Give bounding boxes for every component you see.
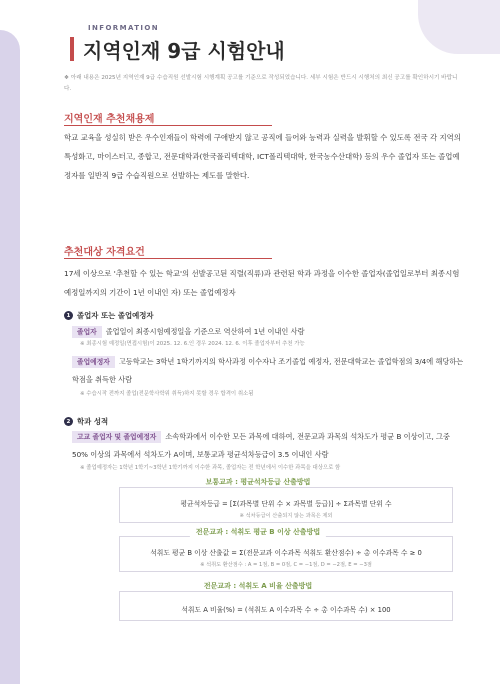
expected-graduate-text: 고등학교는 3학년 1학기까지의 학사과정 이수자나 조기졸업 예정자, 전문대학교는 졸업학점의 3/4에 해당하는 학점을 취득한 사람 [72,357,464,384]
numbered-heading-grades [64,416,108,427]
section-body-recommendation: 학교 교육을 성실히 받은 우수인재들이 학력에 구애받지 않고 공직에 들어와 능력과 실력을 발휘할 수 있도록 전국 각 지역의 특성화고, 마이스터고, 종합고, 전문대학과(한국폴리텍대학, ICT폴리텍대학, 한국농수산대학) 등의 우수 졸업자 또는 졸업예정자를 일반직 9급 수습직원으로 선발하는 제도를 말한다. [64,133,461,180]
section-heading-eligibility: 추천대상 자격요건 [64,247,145,258]
formula-box-a-ratio [119,591,453,621]
section-body-eligibility: 17세 이상으로 '추천할 수 있는 학교'의 선발공고된 직렬(직류)과 관련된 학과 과정을 이수한 졸업자(졸업일로부터 최종시험 예정일까지의 기간이 1년 이내인 자) 또는 졸업예정자 [64,269,460,297]
formula-main: 석취도 A 비율(%) = (석취도 A 이수과목 수 ÷ 총 이수과목 수) × 100 [181,606,391,614]
grades-text: 소속학과에서 이수한 모든 과목에 대하여, 전문교과 과목의 석차도가 평균 B 이상이고, 그중 50% 이상의 과목에서 석차도가 A이며, 보통교과 평균석차등급이 3.5 이내인 사람 [72,432,450,459]
grades-line [72,428,464,464]
section-divider [64,125,272,126]
side-decoration-bar [0,30,20,684]
formula-box-achievement-average [119,536,453,572]
numbered-heading-graduate [64,310,154,321]
expected-graduate-note: ※ 수습시작 전까지 졸업(전문학사학위 취득)하지 못할 경우 합격이 취소됨 [80,391,254,397]
page-title: 지역인재 9급 시험안내 [83,39,285,63]
section-divider [64,258,272,259]
formula-label: 보통교과 : 평균석차등급 산출방법 [200,477,317,487]
tag-graduate: 졸업자 [72,326,102,338]
tag-expected-graduate: 졸업예정자 [72,356,115,368]
section-heading-recommendation: 지역인재 추천채용제 [64,114,155,125]
notice-text: ❖ 아래 내용은 2025년 지역인재 9급 수습직원 선발시험 시행계획 공고를 기준으로 작성되었습니다. 세부 시험은 반드시 시행처의 최신 공고를 확인하시기 바랍니다. [64,75,458,92]
expected-graduate-line [72,353,464,389]
formula-main: 평균석차등급 = [Σ(과목별 단위 수 × 과목별 등급)] ÷ Σ과목별 단위 수 [180,500,392,508]
grades-note: ※ 졸업예정자는 1학년 1학기~3학년 1학기까지 이수한 과목, 졸업자는 전 학년에서 이수한 과목을 대상으로 함 [80,465,341,471]
title-accent-mark [70,37,74,61]
graduate-text: 졸업일이 최종시험예정일을 기준으로 역산하여 1년 이내인 사람 [105,327,305,336]
formula-box-average-grade [119,487,453,523]
graduate-note: ※ 최종시험 예정일(면접시험)이 2025. 12. 6.인 경우 2024. 12. 6. 이후 졸업자부터 추천 가능 [80,341,305,347]
section-kicker: INFORMATION [88,24,160,32]
formula-label: 전문교과 : 석취도 평균 B 이상 산출방법 [190,527,326,537]
corner-decoration [418,0,500,54]
formula-main: 석취도 평균 B 이상 산출값 = Σ(전문교과 이수과목 석취도 환산점수) ÷ 총 이수과목 수 ≥ 0 [150,549,422,557]
numbered-heading-label: 졸업자 또는 졸업예정자 [77,311,154,320]
number-badge: 2 [64,417,73,426]
tag-highschool: 고교 졸업자 및 졸업예정자 [72,431,161,443]
formula-note: ※ 석취도 환산점수 : A = 1점, B = 0점, C = −1점, D = −2점, E = −3점 [200,562,372,568]
formula-note: ※ 석차등급이 산출되지 않는 과목은 제외 [239,513,333,519]
numbered-heading-label: 학과 성적 [77,417,109,426]
formula-label: 전문교과 : 석취도 A 비율 산출방법 [198,581,318,591]
number-badge: 1 [64,311,73,320]
